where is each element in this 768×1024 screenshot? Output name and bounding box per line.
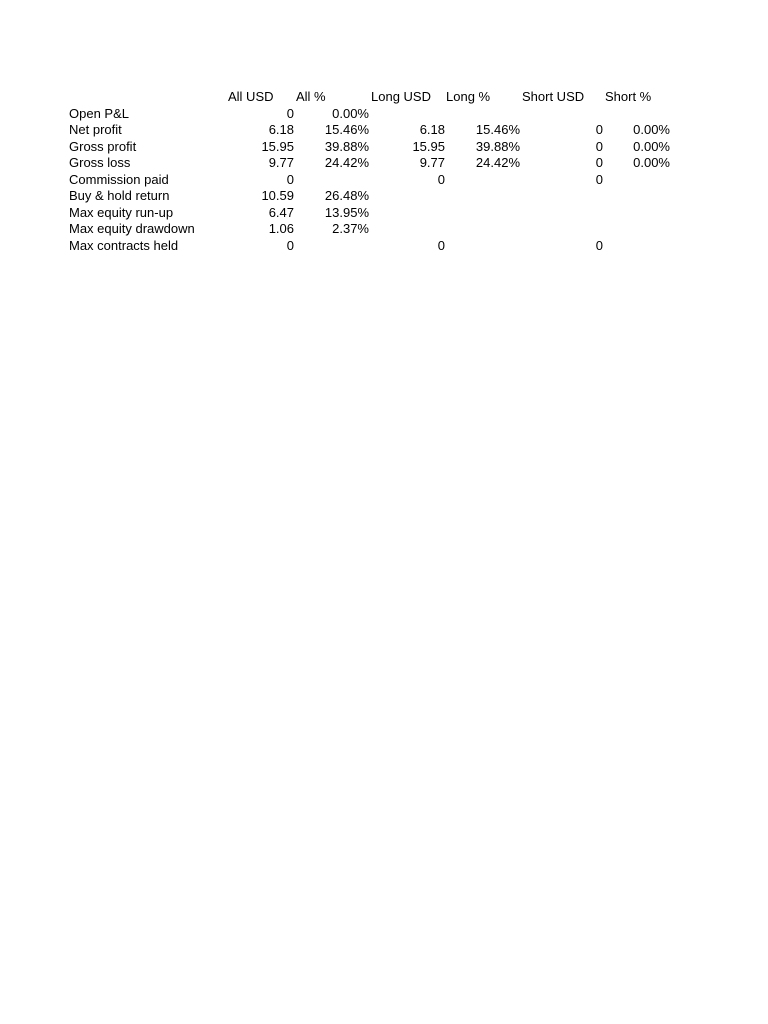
cell-all-pct: 24.42%: [324, 155, 369, 170]
cell-short-pct: 0.00%: [633, 122, 670, 137]
header-long-pct: Long %: [446, 89, 491, 104]
row-label: Max equity drawdown: [69, 221, 195, 236]
table-row: [0, 155, 768, 172]
cell-long-usd: 9.77: [419, 155, 445, 170]
row-label: Commission paid: [69, 171, 169, 187]
header-short-pct: Short %: [605, 89, 652, 104]
header-all-pct: All %: [296, 89, 326, 104]
cell-all-usd: 10.59: [261, 188, 294, 203]
cell-short-usd: 0: [595, 155, 603, 170]
cell-long-usd: 0: [437, 171, 445, 187]
row-label: Net profit: [69, 122, 122, 137]
row-label: Buy & hold return: [69, 188, 170, 203]
cell-short-pct: 0.00%: [633, 138, 670, 154]
table-row: [0, 188, 768, 205]
table-row: [0, 205, 768, 222]
table-row: [0, 221, 768, 238]
cell-all-usd: 0: [286, 105, 294, 121]
row-label: Gross loss: [69, 155, 131, 170]
table-row: [0, 122, 768, 139]
cell-all-pct: 26.48%: [324, 188, 369, 203]
cell-long-usd: 0: [437, 237, 445, 253]
cell-all-pct: 39.88%: [324, 138, 369, 154]
table-row: [0, 172, 768, 189]
cell-all-usd: 15.95: [261, 138, 294, 154]
cell-long-pct: 39.88%: [475, 138, 520, 154]
cell-all-pct: 13.95%: [324, 204, 369, 220]
row-label: Max contracts held: [69, 237, 179, 253]
cell-long-pct: 15.46%: [475, 122, 520, 137]
cell-long-usd: 6.18: [419, 122, 445, 137]
row-label: Max equity run-up: [69, 204, 174, 220]
cell-all-usd: 9.77: [268, 155, 294, 170]
cell-short-usd: 0: [595, 122, 603, 137]
cell-all-usd: 6.47: [268, 204, 294, 220]
cell-short-usd: 0: [595, 171, 603, 187]
cell-short-pct: 0.00%: [633, 155, 670, 170]
cell-all-usd: 0: [286, 171, 294, 187]
cell-all-pct: 15.46%: [324, 122, 369, 137]
table-row: [0, 139, 768, 156]
cell-long-usd: 15.95: [412, 138, 445, 154]
cell-all-usd: 0: [286, 237, 294, 253]
table-row: [0, 106, 768, 123]
cell-short-usd: 0: [595, 138, 603, 154]
row-label: Gross profit: [69, 138, 137, 154]
header-all-usd: All USD: [228, 89, 274, 104]
header-short-usd: Short USD: [522, 89, 585, 104]
cell-short-usd: 0: [595, 237, 603, 253]
header-row: [0, 89, 768, 106]
cell-all-pct: 0.00%: [332, 105, 369, 121]
row-label: Open P&L: [69, 105, 129, 121]
cell-all-pct: 2.37%: [332, 221, 369, 236]
cell-all-usd: 1.06: [268, 221, 294, 236]
table-row: [0, 238, 768, 255]
cell-long-pct: 24.42%: [475, 155, 520, 170]
cell-all-usd: 6.18: [268, 122, 294, 137]
header-long-usd: Long USD: [371, 89, 431, 104]
